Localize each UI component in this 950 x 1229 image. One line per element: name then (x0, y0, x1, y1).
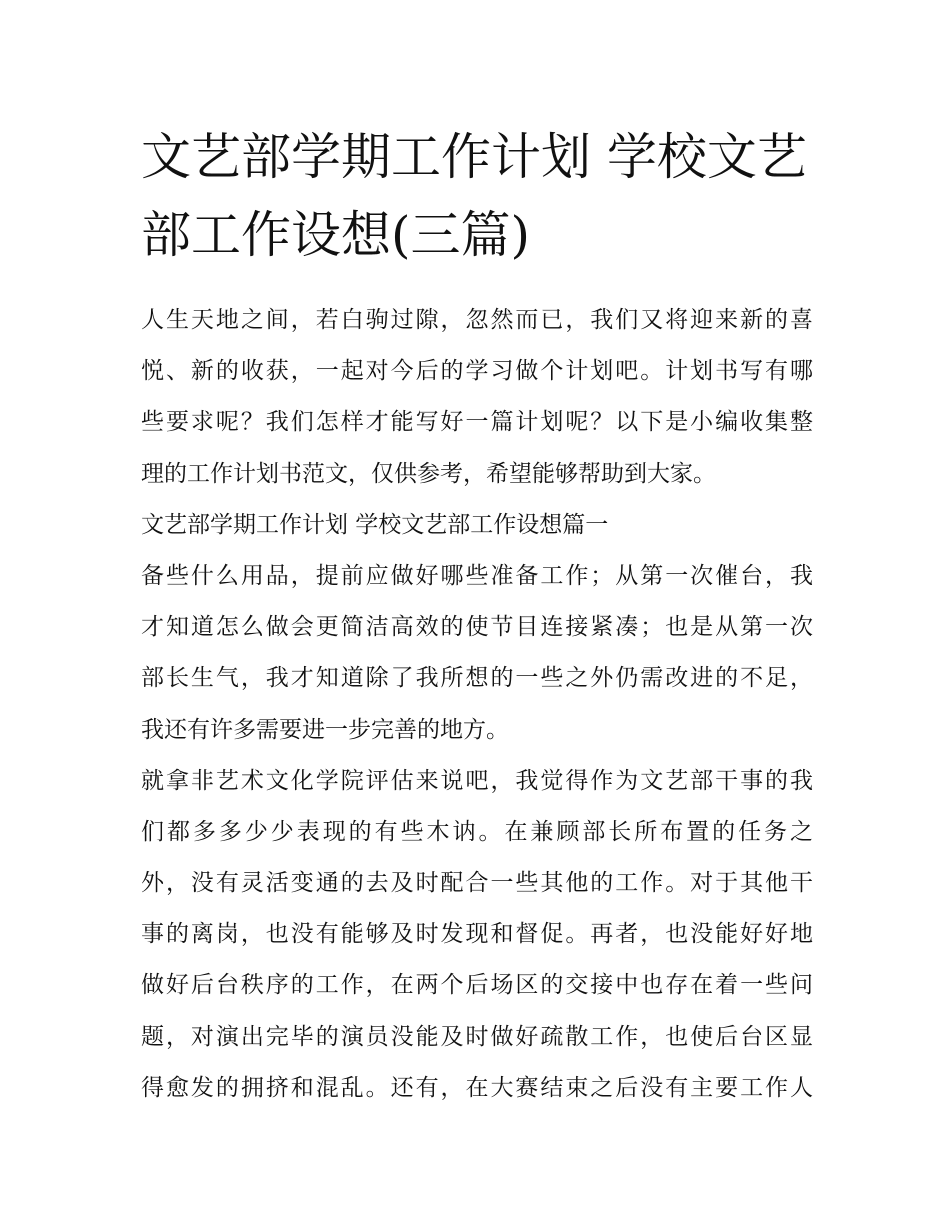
paragraph-line: 才知道怎么做会更简洁高效的使节目连接紧凑；也是从第一次 (141, 614, 813, 641)
paragraph-line: 人生天地之间，若白驹过隙，忽然而已，我们又将迎来新的喜 (141, 307, 813, 333)
section-heading: 文艺部学期工作计划 学校文艺部工作设想篇一 (141, 511, 609, 538)
document-body (141, 295, 813, 1114)
paragraph-line: 就拿非艺术文化学院评估来说吧，我觉得作为文艺部干事的我 (141, 767, 813, 794)
paragraph-line: 些要求呢？我们怎样才能写好一篇计划呢？以下是小编收集整 (141, 409, 813, 436)
paragraph-line: 题，对演出完毕的演员没能及时做好疏散工作，也使后台区显 (141, 1023, 813, 1050)
paragraph-line: 事的离岗，也没有能够及时发现和督促。再者，也没能好好地 (141, 921, 813, 948)
paragraph-line: 我还有许多需要进一步完善的地方。 (141, 716, 509, 743)
paragraph-line: 们都多多少少表现的有些木讷。在兼顾部长所布置的任务之 (141, 818, 813, 845)
document-title (141, 118, 813, 274)
paragraph-line: 悦、新的收获，一起对今后的学习做个计划吧。计划书写有哪 (141, 358, 813, 385)
title-line: 文艺部学期工作计划 学校文艺 (141, 128, 807, 186)
title-line: 部工作设想(三篇) (141, 206, 531, 264)
paragraph-line: 外，没有灵活变通的去及时配合一些其他的工作。对于其他干 (141, 870, 813, 897)
paragraph-line: 得愈发的拥挤和混乱。还有，在大赛结束之后没有主要工作人 (141, 1074, 813, 1101)
paragraph-line: 做好后台秩序的工作，在两个后场区的交接中也存在着一些问 (141, 972, 813, 999)
document-content (141, 118, 813, 1114)
paragraph-line: 备些什么用品，提前应做好哪些准备工作；从第一次催台，我 (141, 562, 813, 589)
paragraph-line: 理的工作计划书范文，仅供参考，希望能够帮助到大家。 (141, 460, 716, 487)
paragraph-line: 部长生气，我才知道除了我所想的一些之外仍需改进的不足， (141, 665, 813, 692)
